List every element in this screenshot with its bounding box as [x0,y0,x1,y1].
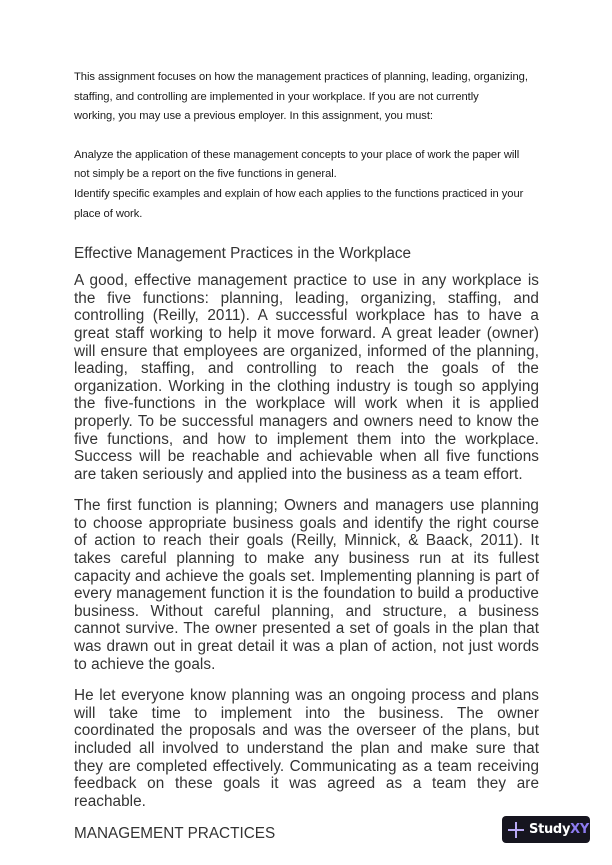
requirement-line: Identify specific examples and explain of how each applies to the functions practiced in your [74,187,524,200]
brand-name [529,822,589,837]
requirement-line: not simply be a report on the five functions in general. [74,168,337,181]
essay-paragraph: The first function is planning; Owners and managers use planning to choose appropriate business goals and identify the right course of action to reach their goals (Reilly, Minnick, & Baack, 2011). It takes careful planning to make any business run at its fullest capacity and achieve the goals set. Implementing planning is part of every management function it is the foundation to build a productive business. Without careful planning, and structure, a business cannot survive. The owner presented a set of goals in the plan that was drawn out in great detail it was a plan of action, not just words to achieve the goals. [74,497,539,673]
intro-line: This assignment focuses on how the management practices of planning, leading, organizing, [74,71,528,83]
assignment-instructions [74,68,539,224]
brand-primary: Study [529,822,571,837]
spacer [74,127,539,146]
plus-icon [508,822,524,838]
requirement-line: place of work. [74,207,143,220]
essay-paragraph: A good, effective management practice to use in any workplace is the five functions: planning, leading, organizing, staffing, and controlling (Reilly, 2011). A successful workplace has to have a great staff working to help it move forward. A great leader (owner) will ensure that employees are organized, informed of the planning, leading, staffing, and controlling to reach the goals of the organization. Working in the clothing industry is tough so applying the five-functions in the workplace will work when it is applied properly. To be successful managers and owners need to know the five functions, and how to implement them into the workplace. Success will be reachable and achievable when all five functions are taken seriously and applied into the business as a team effort. [74,272,539,483]
essay-title: Effective Management Practices in the Workplace [74,245,411,263]
requirement-line: Analyze the application of these management concepts to your place of work the paper will [74,148,520,161]
section-heading: MANAGEMENT PRACTICES [74,825,276,843]
intro-line: working, you may use a previous employer. In this assignment, you must: [74,110,433,123]
intro-line: staffing, and controlling are implemented in your workplace. If you are not currently [74,90,479,103]
essay-paragraph: He let everyone know planning was an ongoing process and plans will take time to implement into the business. The owner coordinated the proposals and was the overseer of the plans, but included all involved to understand the plan and make sure that they are completed effectively. Communicating as a team receiving feedback on these goals it was agreed as a team they are reachable. [74,687,539,810]
instructions-intro [74,68,539,127]
requirement-identify [74,185,539,224]
document-page [74,68,539,844]
studyxy-watermark-badge[interactable] [502,816,590,843]
brand-accent: XY [570,822,589,837]
requirement-analyze [74,146,539,185]
